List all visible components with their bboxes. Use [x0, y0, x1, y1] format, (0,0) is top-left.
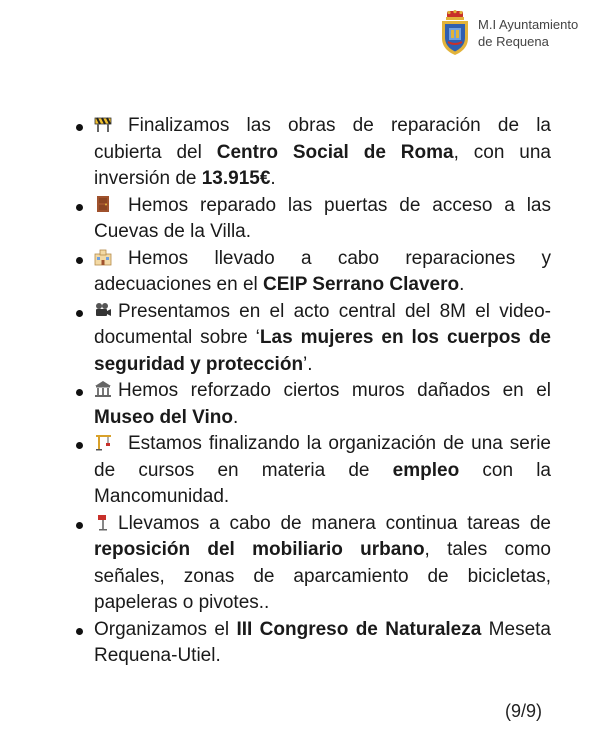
item-text: , tales como señales, zonas de aparcamiento de bicicletas, papeleras o pivotes..	[94, 539, 551, 613]
item-text: con la Mancomunidad.	[94, 459, 551, 507]
item-text: Estamos finalizando la organización de una serie de cursos en materia de	[94, 433, 551, 481]
item-text: Hemos llevado a cabo reparaciones y adecuaciones en el	[94, 247, 551, 295]
item-text-bold: Las mujeres en los cuerpos de seguridad y protección	[94, 327, 551, 375]
list-item	[75, 193, 551, 246]
item-text-bold: empleo	[392, 459, 460, 481]
street-sign-icon	[94, 513, 112, 531]
item-text-bold: CEIP Serrano Clavero	[263, 274, 460, 295]
item-text: Llevamos a cabo de manera continua tareas de	[118, 512, 551, 534]
crane-icon	[94, 433, 112, 451]
item-text: Meseta Requena-Utiel.	[94, 618, 551, 666]
door-icon	[94, 195, 112, 213]
list-item	[75, 299, 551, 379]
news-list	[75, 113, 551, 670]
list-item	[75, 431, 551, 511]
item-text: .	[233, 406, 239, 428]
coat-of-arms-icon	[438, 10, 472, 56]
organization-name	[478, 16, 578, 50]
item-text: Hemos reparado las puertas de acceso a las Cuevas de la Villa.	[94, 194, 551, 242]
item-text: Hemos reforzado ciertos muros dañados en el	[118, 380, 551, 401]
list-item	[75, 113, 551, 193]
item-text-bold: Centro Social de Roma	[216, 141, 454, 163]
item-text-bold: III Congreso de Naturaleza	[236, 618, 482, 640]
item-text-bold: Museo del Vino	[94, 406, 234, 428]
header	[438, 10, 578, 56]
org-name-line1: M.I Ayuntamiento	[478, 17, 579, 32]
classical-building-icon	[94, 380, 112, 398]
page-number: (9/9)	[505, 701, 543, 721]
item-text: , con una inversión de	[94, 141, 551, 189]
item-text: Finalizamos las obras de reparación de la cubierta del	[94, 115, 551, 163]
item-text: Organizamos el	[94, 618, 237, 640]
school-icon	[94, 248, 112, 266]
list-item	[75, 378, 551, 431]
item-text: Presentamos en el acto central del 8M el video-documental sobre ‘	[94, 300, 551, 348]
movie-camera-icon	[94, 301, 112, 319]
construction-icon	[94, 115, 112, 133]
item-text: .	[459, 274, 465, 295]
item-text-bold: reposición del mobiliario urbano	[94, 539, 425, 560]
org-name-line2: de Requena	[478, 34, 549, 49]
item-text-bold: 13.915€	[201, 168, 271, 189]
item-text: .	[270, 168, 276, 189]
list-item	[75, 617, 551, 670]
item-text: ’.	[303, 353, 313, 375]
list-item	[75, 511, 551, 617]
list-item	[75, 246, 551, 299]
